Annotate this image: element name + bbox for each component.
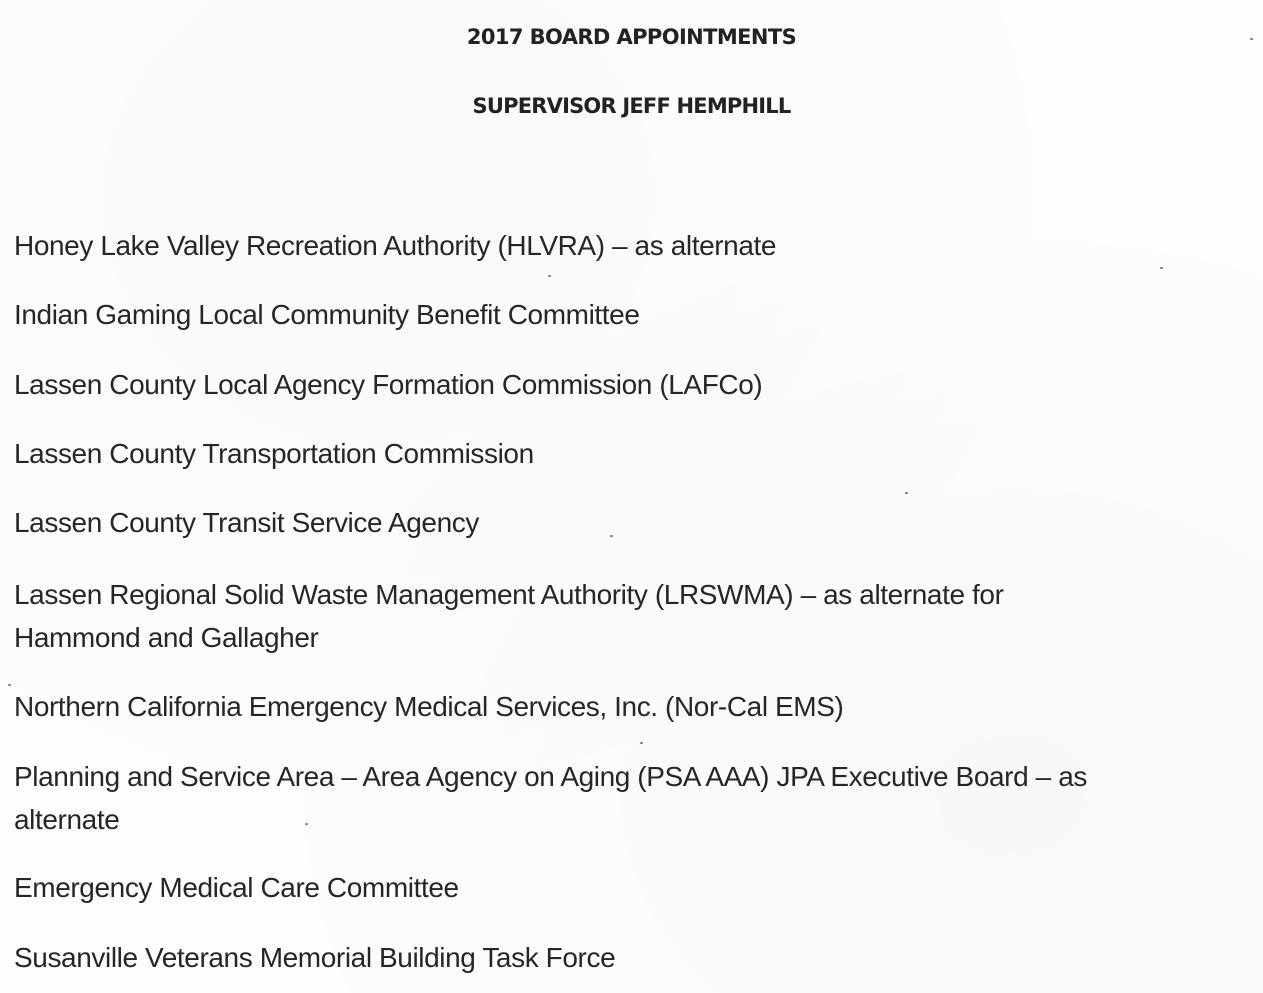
scan-speck [1250, 38, 1253, 40]
appointment-text-continued: Hammond and Gallagher [14, 622, 319, 653]
scan-speck [305, 823, 308, 825]
appointment-transportation-commission [14, 432, 534, 475]
appointment-text: Honey Lake Valley Recreation Authority (HLVRA) – as alternate [14, 230, 777, 261]
appointment-text: Lassen County Local Agency Formation Commission (LAFCo) [14, 369, 763, 400]
scan-speck [548, 275, 551, 277]
scan-speck [640, 742, 643, 744]
appointment-nor-cal-ems [14, 685, 843, 728]
appointment-text: Indian Gaming Local Community Benefit Committee [14, 299, 640, 330]
appointment-text: Emergency Medical Care Committee [14, 872, 459, 903]
appointment-indian-gaming [14, 293, 640, 336]
document-subtitle: SUPERVISOR JEFF HEMPHILL [472, 94, 791, 118]
appointment-text: Lassen County Transit Service Agency [14, 507, 479, 538]
appointment-text: Lassen County Transportation Commission [14, 438, 534, 469]
appointment-veterans-memorial [14, 936, 615, 979]
appointment-text: Northern California Emergency Medical Services, Inc. (Nor-Cal EMS) [14, 691, 844, 722]
appointment-hlvra [14, 224, 776, 267]
appointment-emergency-medical-care [14, 866, 459, 909]
appointment-lrswma [14, 573, 1004, 659]
appointment-psa-aaa [14, 755, 1087, 841]
appointment-transit-service-agency [14, 501, 479, 544]
scan-speck [610, 535, 613, 537]
appointment-text-continued: alternate [14, 804, 120, 835]
document-title: 2017 BOARD APPOINTMENTS [466, 25, 797, 49]
appointment-text: Lassen Regional Solid Waste Management Authority (LRSWMA) – as alternate for [14, 579, 1004, 610]
scan-speck [8, 684, 11, 686]
appointment-text: Susanville Veterans Memorial Building Task Force [14, 942, 616, 973]
appointment-lafco [14, 363, 762, 406]
scan-speck [1160, 267, 1163, 269]
appointment-text: Planning and Service Area – Area Agency on Aging (PSA AAA) JPA Executive Board – as [14, 761, 1087, 792]
scan-speck [905, 492, 908, 494]
